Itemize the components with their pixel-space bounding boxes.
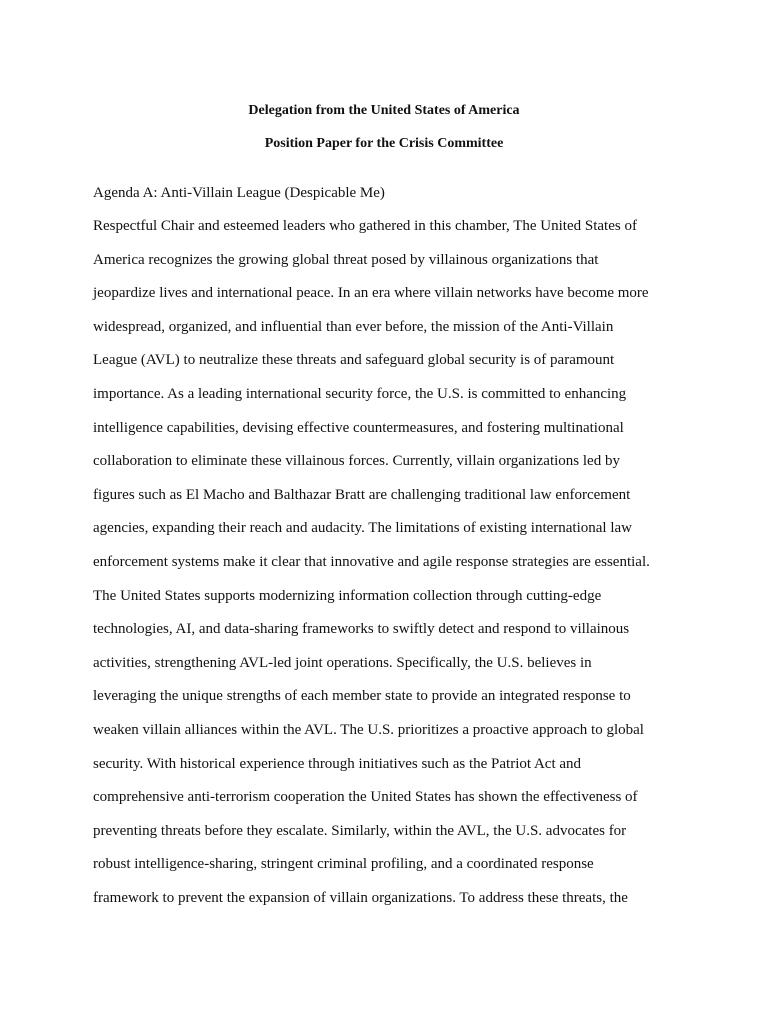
body-line: activities, strengthening AVL-led joint operations. Specifically, the U.S. believes in [93,654,592,671]
body-line: intelligence capabilities, devising effective countermeasures, and fostering multinational [93,419,624,436]
body-line: leveraging the unique strengths of each member state to provide an integrated response to [93,688,631,705]
body-line: The United States supports modernizing information collection through cutting-edge [93,587,602,604]
body-line: framework to prevent the expansion of villain organizations. To address these threats, the [93,889,628,906]
body-line: enforcement systems make it clear that innovative and agile response strategies are essential. [93,553,650,570]
body-line: preventing threats before they escalate. Similarly, within the AVL, the U.S. advocates for [93,822,627,839]
document-subtitle: Position Paper for the Crisis Committee [264,136,504,151]
body-line: collaboration to eliminate these villainous forces. Currently, villain organizations led by [93,453,620,470]
body-line: weaken villain alliances within the AVL. The U.S. prioritizes a proactive approach to global [93,721,644,738]
body-line: figures such as El Macho and Balthazar Bratt are challenging traditional law enforcement [93,486,631,503]
body-line: agencies, expanding their reach and audacity. The limitations of existing international law [93,520,632,537]
body-line: America recognizes the growing global threat posed by villainous organizations that [93,251,599,268]
agenda-heading: Agenda A: Anti-Villain League (Despicable Me) [93,185,385,201]
body-line: technologies, AI, and data-sharing frameworks to swiftly detect and respond to villainous [93,621,630,638]
body-line: jeopardize lives and international peace. In an era where villain networks have become more [93,285,649,302]
document-title: Delegation from the United States of America [248,103,520,118]
body-line: widespread, organized, and influential than ever before, the mission of the Anti-Villain [93,318,614,335]
body-line: comprehensive anti-terrorism cooperation the United States has shown the effectiveness of [93,789,638,806]
body-line: importance. As a leading international security force, the U.S. is committed to enhancing [93,385,627,402]
body-line: robust intelligence-sharing, stringent criminal profiling, and a coordinated response [93,856,594,873]
body-paragraph [93,211,693,916]
body-line: security. With historical experience through initiatives such as the Patriot Act and [93,755,582,772]
body-line: League (AVL) to neutralize these threats and safeguard global security is of paramount [93,352,615,369]
body-line: Respectful Chair and esteemed leaders who gathered in this chamber, The United States of [93,218,637,234]
